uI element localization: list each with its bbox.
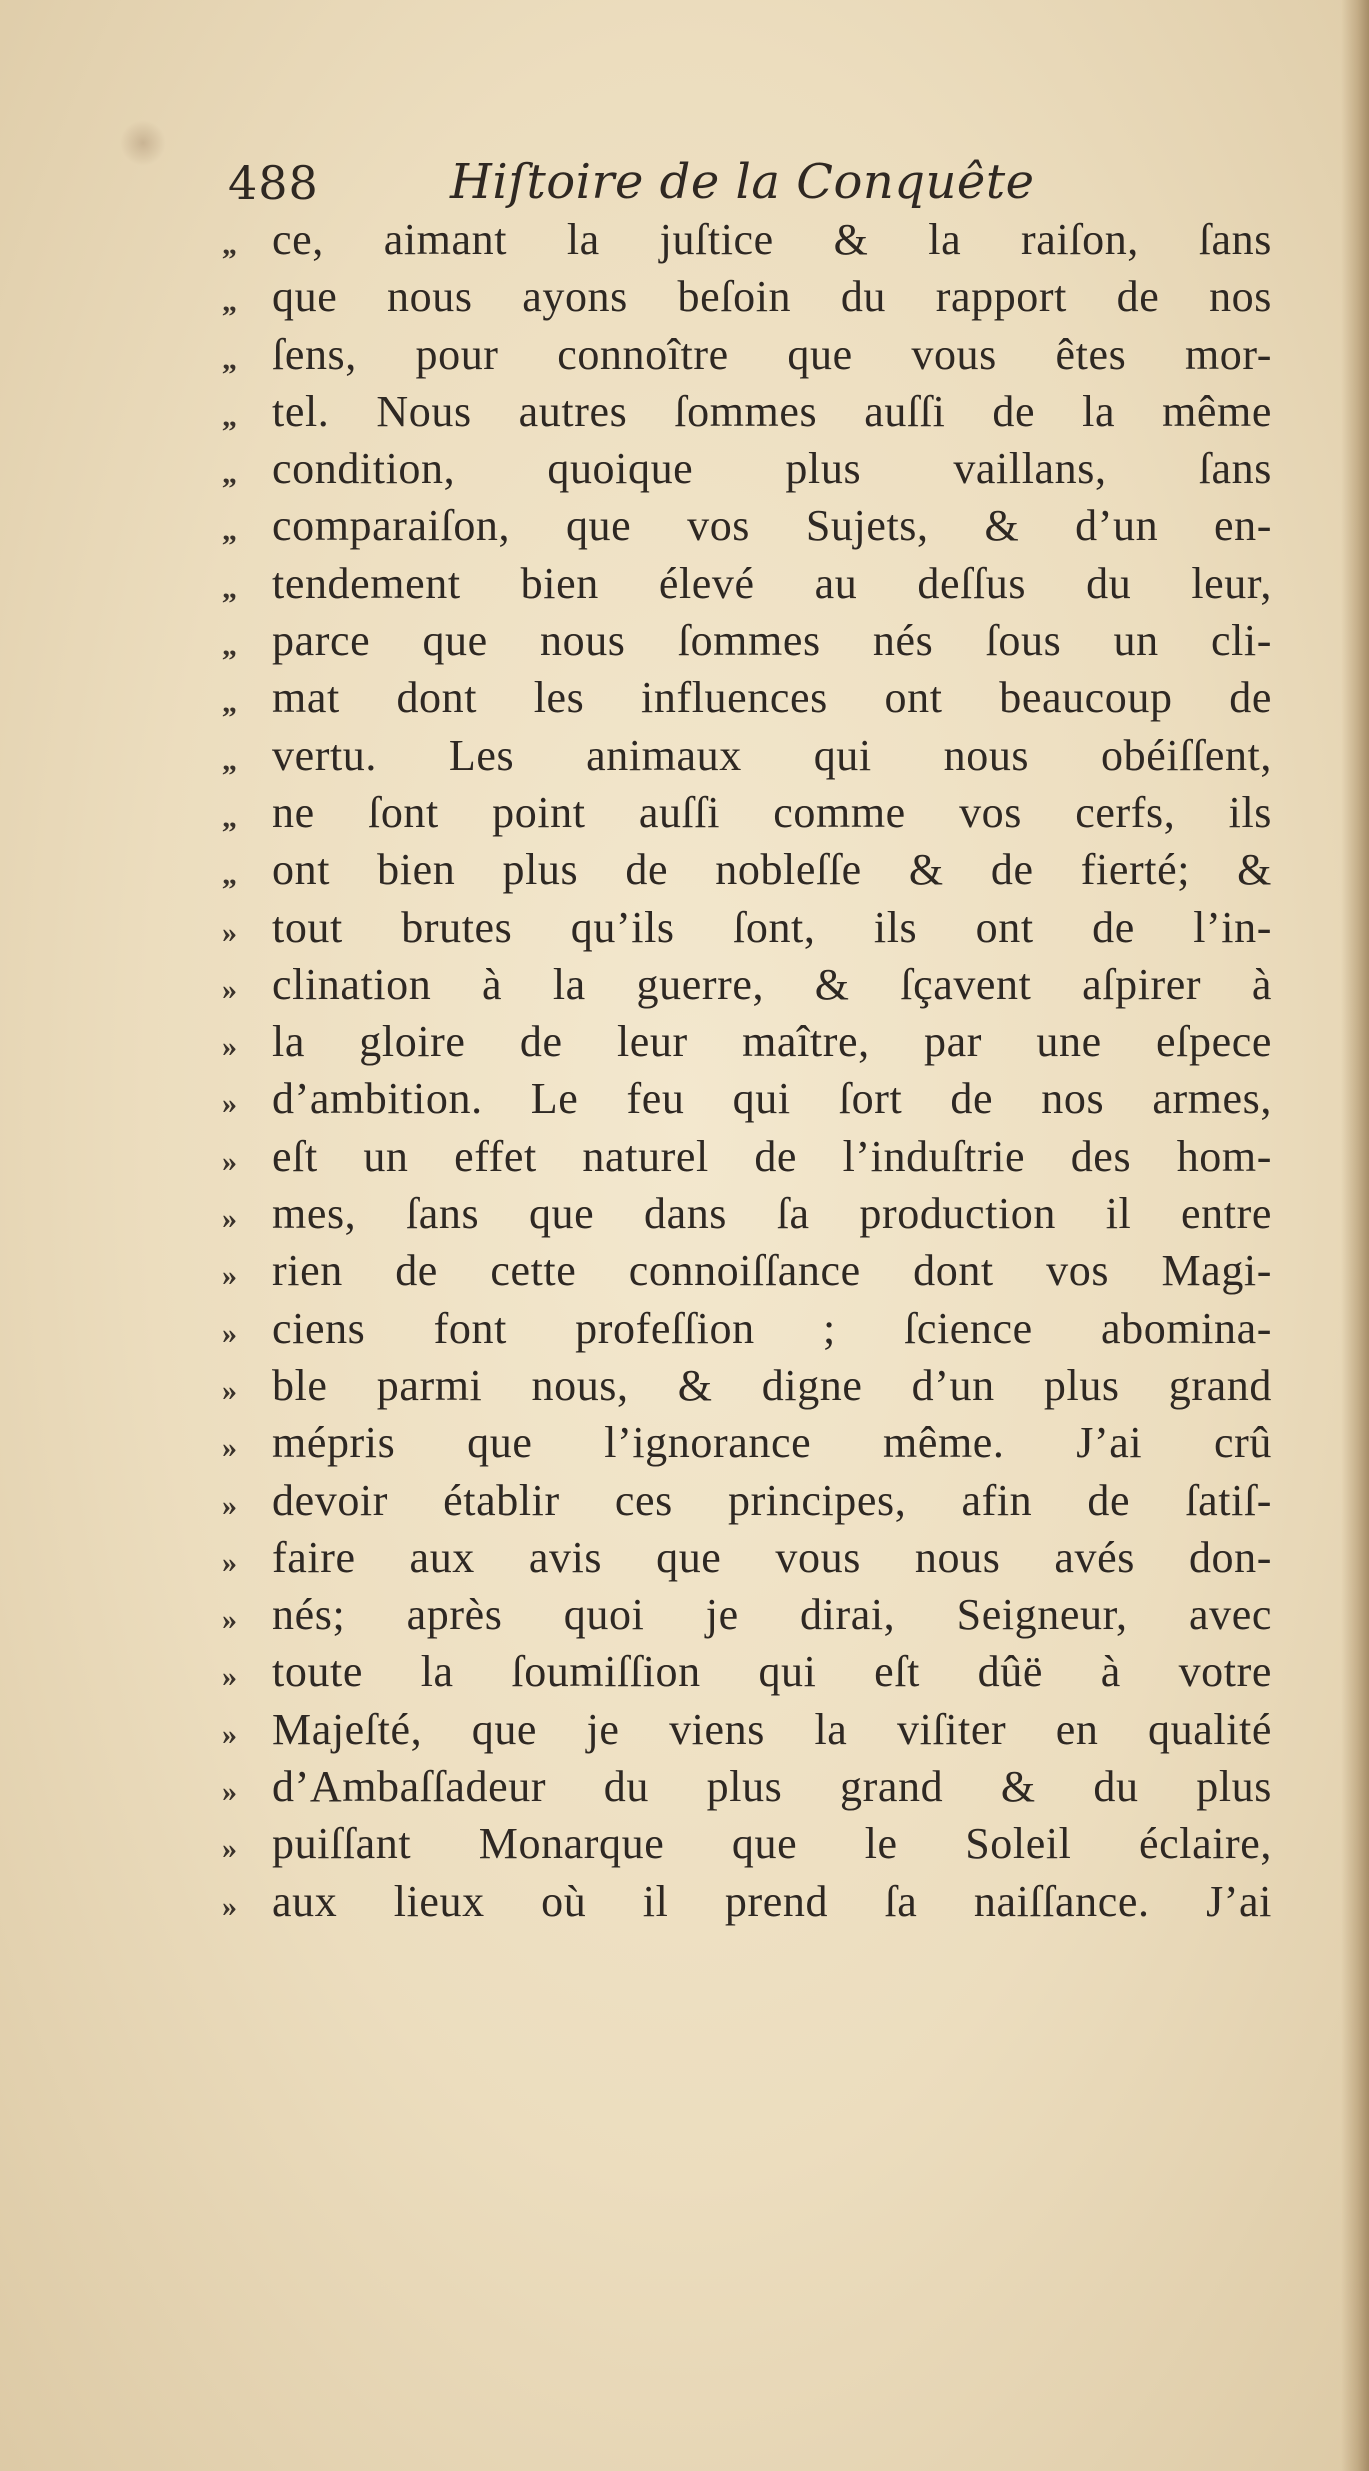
line-text: parce que nous ſommes nés ſous un cli- — [272, 616, 1272, 666]
page-number: 488 — [228, 156, 319, 210]
quote-marker: » — [222, 1832, 237, 1866]
text-line — [222, 1188, 1312, 1245]
quote-marker: » — [222, 1431, 237, 1465]
text-line — [222, 386, 1312, 443]
quote-marker: » — [222, 1717, 237, 1751]
quote-marker: » — [222, 1775, 237, 1809]
text-line — [222, 1360, 1312, 1417]
quote-marker: » — [222, 1259, 237, 1293]
line-text: vertu. Les animaux qui nous obéiſſent, — [272, 730, 1272, 780]
line-text: clination à la guerre, & ſçavent aſpirer à — [272, 959, 1272, 1009]
text-line — [222, 730, 1312, 787]
text-line — [222, 1704, 1312, 1761]
quote-marker: » — [222, 1545, 237, 1579]
quote-marker: „ — [222, 571, 237, 605]
text-line — [222, 787, 1312, 844]
text-line — [222, 902, 1312, 959]
text-line — [222, 1131, 1312, 1188]
quote-marker: „ — [222, 800, 237, 834]
line-text: aux lieux où il prend ſa naiſſance. J’ai — [272, 1876, 1272, 1926]
line-text: la gloire de leur maître, par une eſpece — [272, 1017, 1272, 1067]
quote-marker: » — [222, 1202, 237, 1236]
quote-marker: » — [222, 1144, 237, 1178]
quote-marker: » — [222, 1488, 237, 1522]
quote-marker: „ — [222, 858, 237, 892]
quote-marker: » — [222, 1889, 237, 1923]
line-text: faire aux avis que vous nous avés don- — [272, 1532, 1272, 1582]
text-line — [222, 329, 1312, 386]
quote-marker: » — [222, 1087, 237, 1121]
line-text: nés; après quoi je dirai, Seigneur, avec — [272, 1590, 1272, 1640]
text-line — [222, 500, 1312, 557]
page-edge-shadow — [1341, 0, 1369, 2471]
quote-marker: „ — [222, 399, 237, 433]
quote-marker: „ — [222, 514, 237, 548]
text-line — [222, 271, 1312, 328]
line-text: d’Ambaſſadeur du plus grand & du plus — [272, 1762, 1272, 1812]
text-line — [222, 615, 1312, 672]
text-line — [222, 959, 1312, 1016]
quote-marker: „ — [222, 629, 237, 663]
running-head — [228, 150, 1128, 220]
line-text: mépris que l’ignorance même. J’ai crû — [272, 1418, 1272, 1468]
line-text: mes, ſans que dans ſa production il entre — [272, 1189, 1272, 1239]
text-line — [222, 1532, 1312, 1589]
text-line — [222, 1589, 1312, 1646]
line-text: ſens, pour connoître que vous êtes mor- — [272, 329, 1272, 379]
quote-marker: „ — [222, 686, 237, 720]
quote-marker: „ — [222, 342, 237, 376]
quote-marker: » — [222, 1660, 237, 1694]
line-text: que nous ayons beſoin du rapport de nos — [272, 272, 1272, 322]
quote-marker: » — [222, 972, 237, 1006]
quote-marker: » — [222, 1603, 237, 1637]
text-line — [222, 443, 1312, 500]
text-line — [222, 1818, 1312, 1875]
line-text: ce, aimant la juſtice & la raiſon, ſans — [272, 215, 1272, 264]
line-text: eſt un effet naturel de l’induſtrie des hom- — [272, 1131, 1272, 1181]
quote-marker: » — [222, 1373, 237, 1407]
text-line — [222, 844, 1312, 901]
body-text — [222, 214, 1312, 1933]
line-text: ciens font profeſſion ; ſcience abomina- — [272, 1303, 1272, 1353]
text-line — [222, 1245, 1312, 1302]
running-title: Hiſtoire de la Conquête — [450, 154, 1035, 210]
line-text: ble parmi nous, & digne d’un plus grand — [272, 1360, 1272, 1410]
line-text: devoir établir ces principes, afin de ſatiſ- — [272, 1475, 1272, 1525]
line-text: condition, quoique plus vaillans, ſans — [272, 444, 1272, 494]
quote-marker: „ — [222, 743, 237, 777]
text-line — [222, 1876, 1312, 1933]
line-text: tel. Nous autres ſommes auſſi de la même — [272, 386, 1272, 436]
text-line — [222, 1646, 1312, 1703]
quote-marker: » — [222, 915, 237, 949]
text-line — [222, 1475, 1312, 1532]
line-text: puiſſant Monarque que le Soleil éclaire, — [272, 1819, 1272, 1869]
line-text: ne ſont point auſſi comme vos cerfs, ils — [272, 787, 1272, 837]
text-line — [222, 1761, 1312, 1818]
text-line — [222, 672, 1312, 729]
line-text: tout brutes qu’ils ſont, ils ont de l’in- — [272, 902, 1272, 952]
quote-marker: » — [222, 1030, 237, 1064]
line-text: rien de cette connoiſſance dont vos Magi- — [272, 1246, 1272, 1296]
line-text: toute la ſoumiſſion qui eſt dûë à votre — [272, 1647, 1272, 1697]
quote-marker: „ — [222, 457, 237, 491]
line-text: comparaiſon, que vos Sujets, & d’un en- — [272, 501, 1272, 551]
line-text: Majeſté, que je viens la viſiter en qualité — [272, 1704, 1272, 1754]
text-line — [222, 558, 1312, 615]
text-line — [222, 1016, 1312, 1073]
line-text: ont bien plus de nobleſſe & de fierté; & — [272, 845, 1272, 895]
text-line — [222, 214, 1312, 271]
line-text: tendement bien élevé au deſſus du leur, — [272, 558, 1272, 608]
text-line — [222, 1303, 1312, 1360]
paper-stain — [120, 120, 166, 166]
quote-marker: „ — [222, 228, 237, 261]
quote-marker: „ — [222, 285, 237, 319]
line-text: mat dont les influences ont beaucoup de — [272, 673, 1272, 723]
text-line — [222, 1073, 1312, 1130]
line-text: d’ambition. Le feu qui ſort de nos armes, — [272, 1074, 1272, 1124]
text-line — [222, 1417, 1312, 1474]
quote-marker: » — [222, 1316, 237, 1350]
